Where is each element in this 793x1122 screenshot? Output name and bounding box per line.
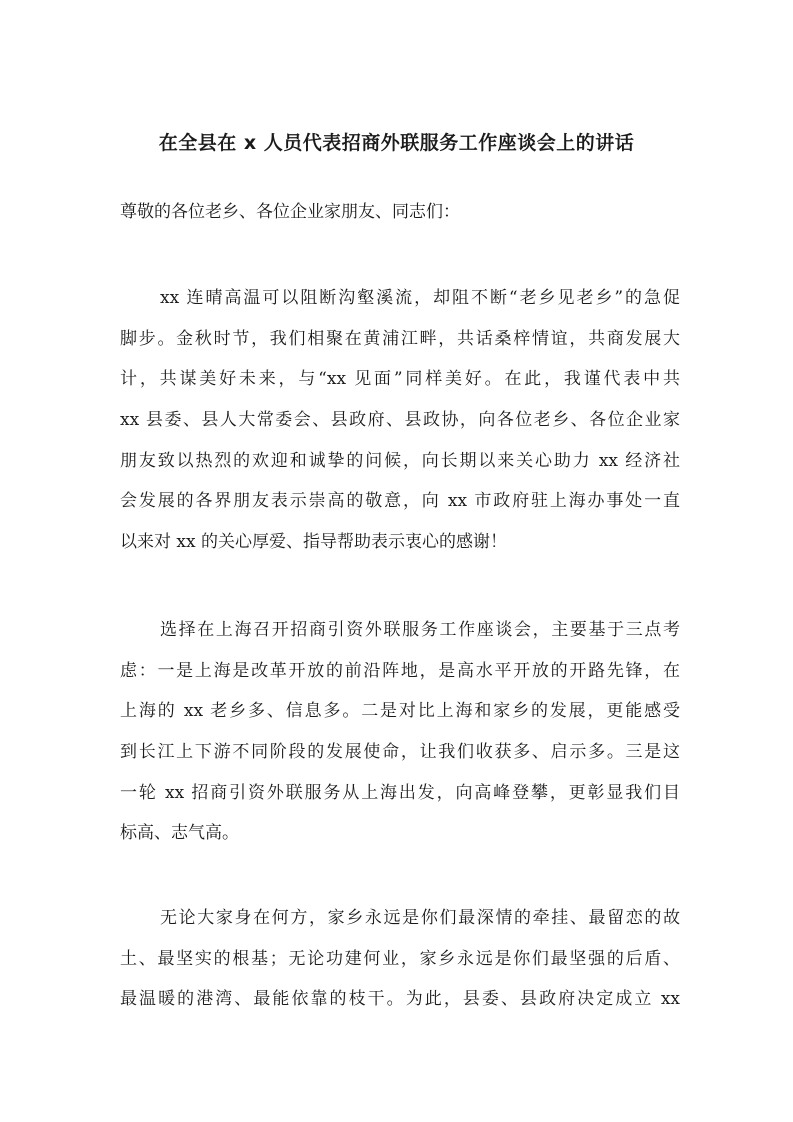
paragraph-3 bbox=[120, 898, 680, 1020]
paragraph-line: xx 连晴高温可以阻断沟壑溪流，却阻不断“老乡见老乡”的急促 bbox=[160, 288, 680, 308]
paragraph-line: 朋友致以热烈的欢迎和诚挚的问候，向长期以来关心助力 xx 经济社 bbox=[120, 450, 680, 471]
paragraph-line: 脚步。金秋时节，我们相聚在黄浦江畔，共话桑梓情谊，共商发展大 bbox=[120, 328, 680, 349]
paragraph-line: xx 县委、县人大常委会、县政府、县政协，向各位老乡、各位企业家 bbox=[120, 410, 680, 431]
paragraph-line: 上海的 xx 老乡多、信息多。二是对比上海和家乡的发展，更能感受 bbox=[120, 701, 680, 722]
paragraph-line: 土、最坚实的根基；无论功建何业，家乡永远是你们最坚强的后盾、 bbox=[120, 948, 680, 969]
paragraph-line: 会发展的各界朋友表示崇高的敬意，向 xx 市政府驻上海办事处一直 bbox=[120, 491, 680, 512]
paragraph-line: 无论大家身在何方，家乡永远是你们最深情的牵挂、最留恋的故 bbox=[160, 908, 680, 928]
paragraph-line: 标高、志气高。 bbox=[120, 823, 239, 844]
paragraph-line: 虑：一是上海是改革开放的前沿阵地，是高水平开放的开路先锋，在 bbox=[120, 660, 680, 681]
paragraph-line: 以来对 xx 的关心厚爱、指导帮助表示衷心的感谢！ bbox=[120, 532, 507, 553]
paragraph-2 bbox=[120, 610, 680, 854]
salutation: 尊敬的各位老乡、各位企业家朋友、同志们： bbox=[120, 202, 460, 222]
paragraph-1 bbox=[120, 278, 680, 563]
document-title: 在全县在 x 人员代表招商外联服务工作座谈会上的讲话 bbox=[158, 132, 635, 154]
paragraph-line: 到长江上下游不同阶段的发展使命，让我们收获多、启示多。三是这 bbox=[120, 742, 680, 763]
paragraph-line: 一轮 xx 招商引资外联服务从上海出发，向高峰登攀，更彰显我们目 bbox=[120, 782, 680, 803]
paragraph-line: 计，共谋美好未来，与“xx 见面”同样美好。在此，我谨代表中共 bbox=[120, 369, 680, 390]
paragraph-line: 最温暖的港湾、最能依靠的枝干。为此，县委、县政府决定成立 xx bbox=[120, 989, 680, 1010]
paragraph-line: 选择在上海召开招商引资外联服务工作座谈会，主要基于三点考 bbox=[160, 620, 680, 640]
